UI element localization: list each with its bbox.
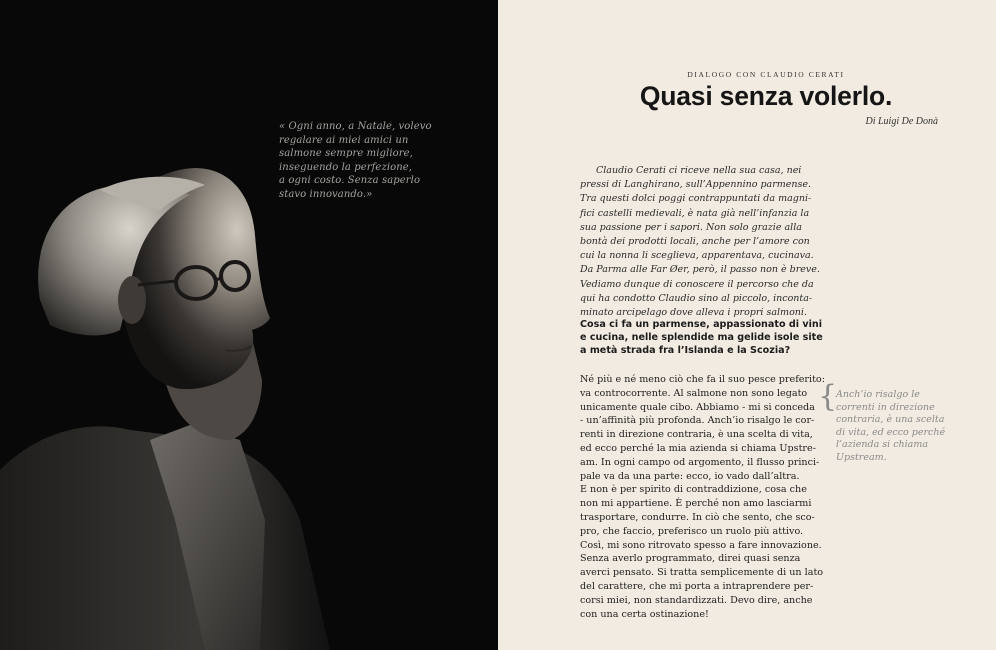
byline: Di Luigi De Donà xyxy=(865,116,938,127)
answer-line: trasportare, condurre. In ciò che sento, che sco- xyxy=(580,511,815,523)
answer-line: con una certa ostinazione! xyxy=(580,608,709,620)
question-line: Cosa ci fa un parmense, appassionato di vini xyxy=(580,319,823,330)
interview-question xyxy=(580,318,823,358)
answer-line: pale va da una parte: ecco, io vado dall’altra. xyxy=(580,470,800,482)
article-title: Quasi senza volerlo. xyxy=(639,81,893,111)
side-quote-line: correnti in direzione xyxy=(836,401,935,413)
question-line: e cucina, nelle splendide ma gelide isole site xyxy=(580,332,823,344)
intro-line: fici castelli medievali, è nata già nell’infanzia la xyxy=(580,207,810,219)
answer-line: unicamente quale cibo. Abbiamo - mi si conceda xyxy=(580,401,815,413)
brace-ornament: { xyxy=(818,379,838,414)
intro-line: bontà dei prodotti locali, anche per l’amore con xyxy=(580,236,810,248)
intro-paragraph xyxy=(580,164,820,320)
side-quote-line: Anch’io risalgo le xyxy=(836,389,920,400)
answer-line: ed ecco perché la mia azienda si chiama Upstre- xyxy=(580,442,816,454)
intro-line: Da Parma alle Far Øer, però, il passo non è breve. xyxy=(580,264,820,276)
intro-line: cui la nonna li sceglieva, apparentava, cucinava. xyxy=(580,250,814,262)
answer-line: am. In ogni campo od argomento, il flusso princi- xyxy=(580,456,820,468)
interview-answer xyxy=(580,373,825,621)
side-quote-line: Upstream. xyxy=(836,451,887,463)
side-quote-line: di vita, ed ecco perché xyxy=(836,426,946,438)
answer-line: Senza averlo programmato, direi quasi senza xyxy=(580,553,801,565)
answer-line: averci pensato. Si tratta semplicemente di un lato xyxy=(580,567,824,579)
answer-line: pro, che faccio, preferisco un ruolo più attivo. xyxy=(580,525,804,537)
answer-line: E non è per spirito di contraddizione, cosa che xyxy=(580,484,807,496)
intro-line: Tra questi dolci poggi contrappuntati da magni- xyxy=(580,193,812,205)
answer-line: non mi appartiene. È perché non amo lasciarmi xyxy=(580,498,812,510)
intro-line: sua passione per i sapori. Non solo grazie alla xyxy=(580,221,802,233)
intro-line: pressi di Langhirano, sull’Appennino parmense. xyxy=(580,179,812,191)
answer-line: Né più e né meno ciò che fa il suo pesce preferito: xyxy=(580,374,825,385)
answer-line: corsi miei, non standardizzati. Devo dire, anche xyxy=(580,594,813,606)
right-text-page xyxy=(498,0,996,650)
side-pull-quote xyxy=(836,389,956,465)
question-line: a metà strada fra l’Islanda e la Scozia? xyxy=(580,345,791,357)
intro-line: qui ha condotto Claudio sino al piccolo, inconta- xyxy=(580,292,813,304)
intro-line: Claudio Cerati ci riceve nella sua casa, nei xyxy=(596,165,802,176)
answer-line: - un’affinità più profonda. Anch’io risalgo le cor- xyxy=(580,415,815,427)
intro-line: Vediamo dunque di conoscere il percorso che da xyxy=(580,278,814,290)
pull-quote: « Ogni anno, a Natale, volevo regalare ai miei amici un salmone sempre migliore, inseguendo la perfezione, a ogni costo. Senza saperlo stavo innovando.» xyxy=(279,121,432,200)
answer-line: renti in direzione contraria, è una scelta di vita, xyxy=(580,429,813,441)
side-quote-line: l’azienda si chiama xyxy=(836,439,929,451)
answer-line: Così, mi sono ritrovato spesso a fare innovazione. xyxy=(580,539,822,551)
side-quote-line: contraria, è una scelta xyxy=(836,414,945,426)
answer-line: va controcorrente. Al salmone non sono legato xyxy=(580,387,808,399)
answer-line: del carattere, che mi porta a intraprendere per- xyxy=(580,580,814,592)
kicker-label: DIALOGO CON CLAUDIO CERATI xyxy=(687,70,845,79)
intro-line: minato arcipelago dove alleva i propri salmoni. xyxy=(580,307,807,319)
